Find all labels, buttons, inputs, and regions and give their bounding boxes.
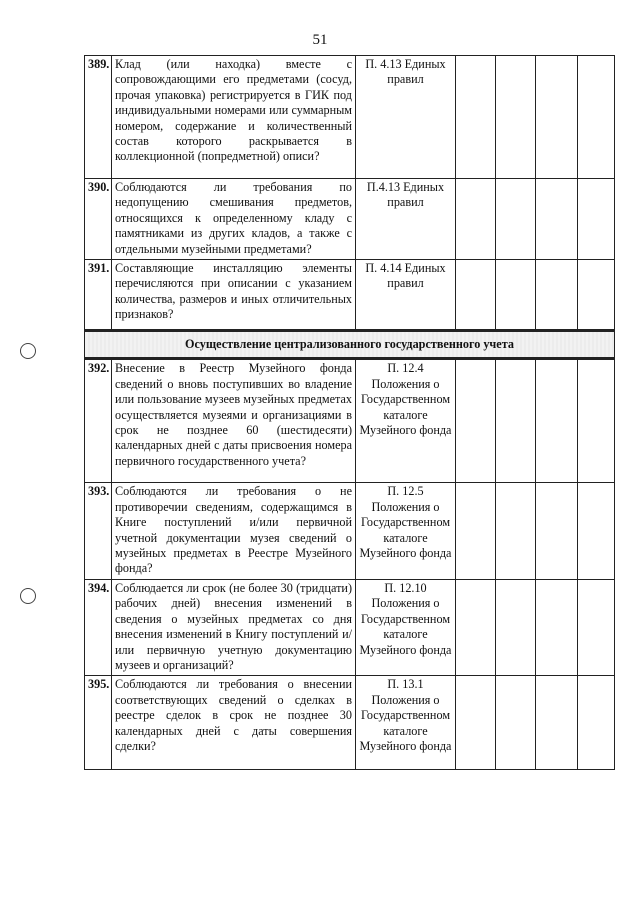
checklist-table [84, 55, 615, 770]
row-number: 393. [85, 483, 112, 579]
answer-cell[interactable] [578, 179, 615, 260]
answer-cell[interactable] [496, 579, 536, 675]
reference-text: П.4.13 Единых правил [356, 179, 456, 260]
answer-cell[interactable] [578, 579, 615, 675]
answer-cell[interactable] [578, 676, 615, 770]
table-row [85, 676, 615, 770]
reference-text: П. 12.10 Положения о Государственном каталоге Музейного фонда [356, 579, 456, 675]
answer-cell[interactable] [536, 483, 578, 579]
answer-cell[interactable] [578, 56, 615, 179]
answer-cell[interactable] [456, 579, 496, 675]
answer-cell[interactable] [578, 359, 615, 483]
table-row [85, 179, 615, 260]
section-title: Осуществление централизованного государственного учета [85, 331, 615, 359]
answer-cell[interactable] [456, 56, 496, 179]
answer-cell[interactable] [578, 483, 615, 579]
question-text: Составляющие инсталляцию элементы перечисляются при описании с указанием количества, размеров и иных отличительных признаков? [112, 260, 356, 331]
question-text: Клад (или находка) вместе с сопровождающими его предметами (сосуд, прочая упаковка) регистрируется в ГИК под индивидуальными номерами или суммарным номером, содержание и количественный состав которого раскрывается в коллекционной (попредметной) описи? [112, 56, 356, 179]
answer-cell[interactable] [496, 56, 536, 179]
row-number: 392. [85, 359, 112, 483]
question-text: Соблюдается ли срок (не более 30 (тридцати) рабочих дней) внесения изменений в сведения о музейных предметах со дня внесения изменений в Книгу поступлений и/или первичную учетную документацию музеев и организаций? [112, 579, 356, 675]
row-number: 389. [85, 56, 112, 179]
reference-text: П. 13.1 Положения о Государственном каталоге Музейного фонда [356, 676, 456, 770]
row-number: 391. [85, 260, 112, 331]
table-row [85, 579, 615, 675]
answer-cell[interactable] [496, 676, 536, 770]
answer-cell[interactable] [536, 579, 578, 675]
row-number: 394. [85, 579, 112, 675]
answer-cell[interactable] [536, 179, 578, 260]
answer-cell[interactable] [536, 359, 578, 483]
answer-cell[interactable] [456, 260, 496, 331]
row-number: 390. [85, 179, 112, 260]
question-text: Внесение в Реестр Музейного фонда сведений о вновь поступивших во владение или пользование музеев музейных предметах осуществляется музеями и организациями в срок не позднее 60 (шестидесяти) календарных дней с даты присвоения номера первичного государственного учета? [112, 359, 356, 483]
answer-cell[interactable] [536, 260, 578, 331]
binder-hole-icon [20, 343, 36, 359]
reference-text: П. 12.5 Положения о Государственном каталоге Музейного фонда [356, 483, 456, 579]
question-text: Соблюдаются ли требования по недопущению смешивания предметов, относящихся к определенному кладу с памятниками из других кладов, а также с отдельными музейными предметами? [112, 179, 356, 260]
answer-cell[interactable] [578, 260, 615, 331]
answer-cell[interactable] [496, 260, 536, 331]
row-number: 395. [85, 676, 112, 770]
answer-cell[interactable] [536, 56, 578, 179]
answer-cell[interactable] [456, 359, 496, 483]
reference-text: П. 4.13 Единых правил [356, 56, 456, 179]
reference-text: П. 12.4 Положения о Государственном каталоге Музейного фонда [356, 359, 456, 483]
question-text: Соблюдаются ли требования о не противоречии сведениям, содержащимся в Книге поступлений и/или первичной учетной документации музея сведений о музейных предметах в Реестре Музейного фонда? [112, 483, 356, 579]
page-number: 51 [312, 32, 328, 48]
table-row [85, 483, 615, 579]
answer-cell[interactable] [456, 483, 496, 579]
answer-cell[interactable] [496, 483, 536, 579]
table-row [85, 260, 615, 331]
table-row [85, 359, 615, 483]
binder-hole-icon [20, 588, 36, 604]
answer-cell[interactable] [496, 359, 536, 483]
answer-cell[interactable] [536, 676, 578, 770]
section-header-row [85, 331, 615, 359]
table-row [85, 56, 615, 179]
answer-cell[interactable] [496, 179, 536, 260]
answer-cell[interactable] [456, 179, 496, 260]
answer-cell[interactable] [456, 676, 496, 770]
reference-text: П. 4.14 Единых правил [356, 260, 456, 331]
question-text: Соблюдаются ли требования о внесении соответствующих сведений о сделках в реестре сделок в срок не позднее 30 календарных дней с даты совершения сделки? [112, 676, 356, 770]
